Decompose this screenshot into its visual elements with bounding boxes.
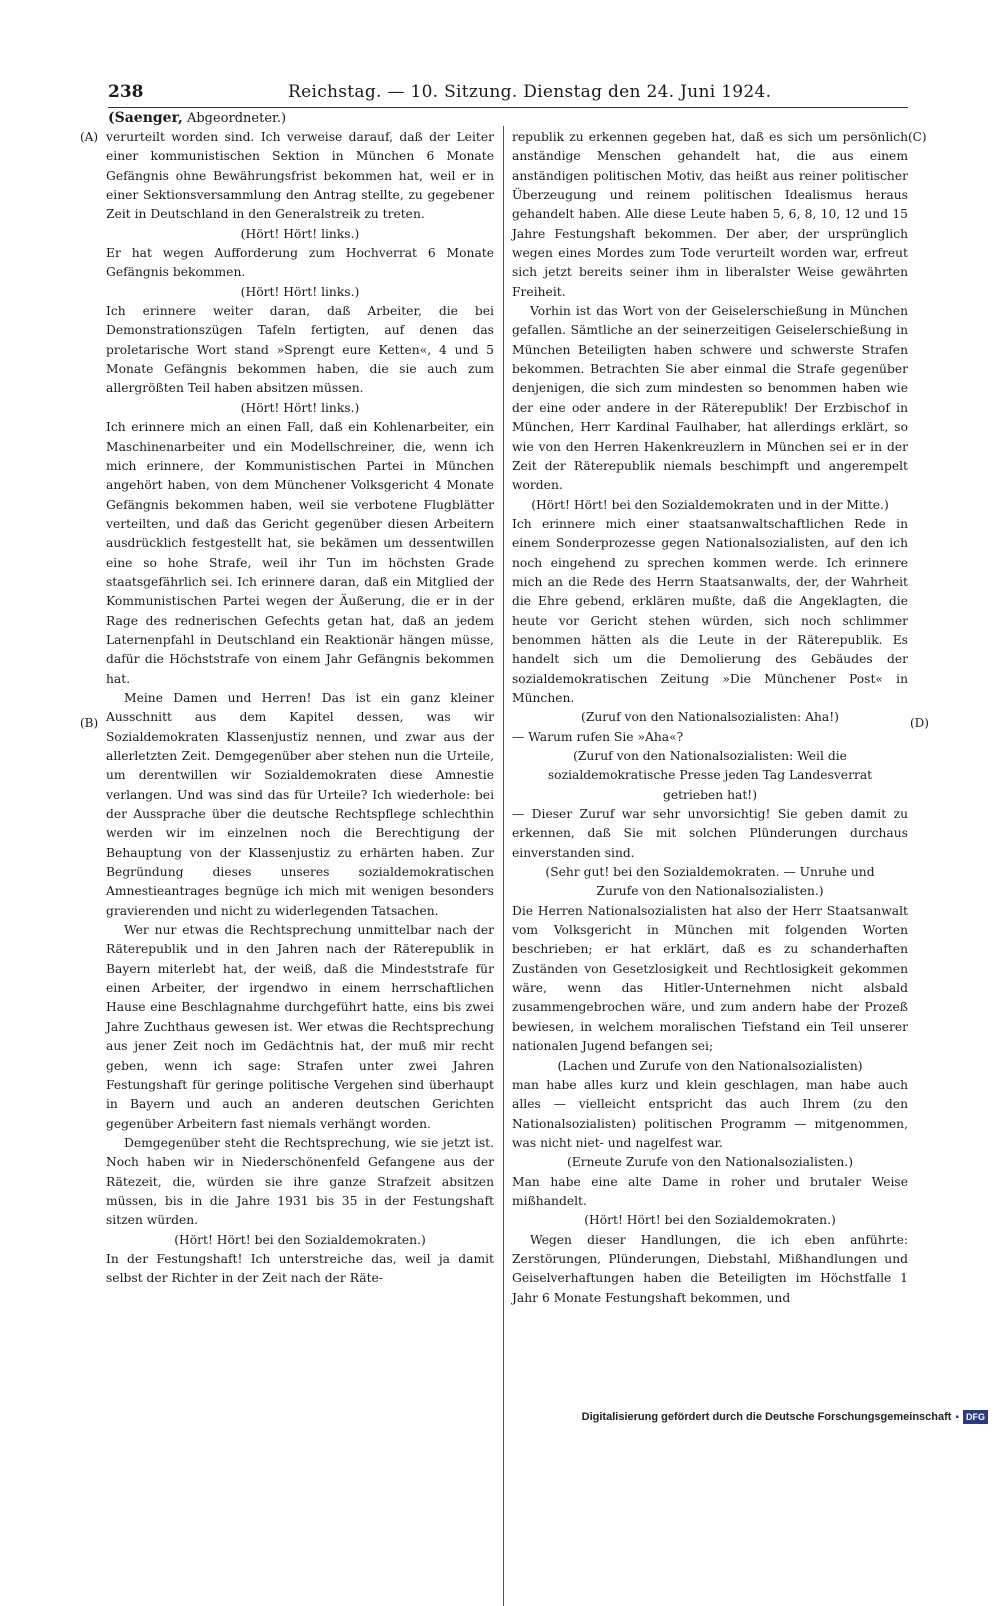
dfg-logo-icon: DFG [963,1410,988,1424]
paragraph: Wer nur etwas die Rechtsprechung unmittelbar nach der Räterepublik und in den Jahren nach der Räterepublik in Bayern miterlebt hat, der weiß, daß die Mindeststrafe für einen Arbeiter, der irgendwo in einem herrschaftlichen Hause eine Beschlagnahme durchgeführt hatte, eins bis zwei Jahre Zuchthaus gewesen ist. Wer etwas die Rechtsprechung aus jener Zeit noch im Gedächtnis hat, der muß mir recht geben, wenn ich sage: Strafen unter zwei Jahren Festungshaft für geringe politische Vergehen sind überhaupt in Bayern und auch an anderen deutschen Gerichten gegenüber Arbeitern fast niemals verhängt worden. [106,923,494,1131]
column-divider [503,126,504,1606]
interjection: (Sehr gut! bei den Sozialdemokraten. — Unruhe und Zurufe von den Nationalsozialisten.) [545,865,875,899]
interjection: (Hört! Hört! links.) [240,226,360,241]
interjection: (Hört! Hört! bei den Sozialdemokraten und in der Mitte.) [531,497,889,512]
paragraph: In der Festungshaft! Ich unterstreiche das, weil ja damit selbst der Richter in der Zeit nach der Räte- [106,1251,494,1286]
header-rule [108,107,908,108]
interjection: (Hört! Hört! links.) [240,400,360,415]
speaker-role: Abgeordneter.) [186,111,287,126]
margin-mark-b: (B) [80,716,99,730]
paragraph: Ich erinnere mich an einen Fall, daß ein Kohlenarbeiter, ein Maschinenarbeiter und ein Modellschreiner, die, wenn ich mich erinnere, der Kommunistischen Partei in München angehört haben, von dem Münchener Volksgericht 4 Monate Gefängnis bekommen haben, weil sie verbotene Flugblätter verteilten, und daß das Gericht gegenüber diesen Arbeitern ausdrücklich festgestellt hat, sie bekämen um dessentwillen eine so hohe Strafe, weil ihr Tun im höchsten Grade staatsgefährlich sei. Ich erinnere daran, daß ein Mitglied der Kommunistischen Partei wegen der Äußerung, die er in der Rage des rednerischen Gefechts getan hat, daß an jedem Laternenpfahl in Deutschland ein Reaktionär hängen müsse, dafür die Höchststrafe von einem Jahr Gefängnis bekommen hat. [106,420,494,686]
paragraph: Ich erinnere mich einer staatsanwaltschaftlichen Rede in einem Sonderprozesse gegen Nationalsozialisten, auf den ich noch eingehend zu sprechen kommen werde. Ich erinnere mich an die Rede des Herrn Staatsanwalts, der, der Wahrheit die Ehre gebend, erklären mußte, daß die Angeklagten, die heute vor Gericht stehen würden, sich noch schlimmer benommen hätten als die Leute in der Räterepublik. Es handelt sich um die Demolierung des Gebäudes der sozialdemokratischen Zeitung »Die Münchener Post« in München. [512,516,908,705]
paragraph: Meine Damen und Herren! Das ist ein ganz kleiner Ausschnitt aus dem Kapitel dessen, was wir Sozialdemokraten Klassenjustiz nennen, und zwar aus der allerletzten Zeit. Demgegenüber aber stehen nun die Urteile, um derentwillen wir Sozialdemokraten diese Amnestie verlangen. Und was sind das für Urteile? Ich wiederhole: bei der Aussprache über die deutsche Rechtspflege schlechthin werden wir im einzelnen noch die Berechtigung der Behauptung von der Klassenjustiz zu erhärten haben. Zur Begründung dieses unseres sozialdemokratischen Amnestieantrages begnüge ich mich mit wenigen besonders gravierenden und nicht zu widerlegenden Tatsachen. [106,690,494,918]
interjection: (Hört! Hört! bei den Sozialdemokraten.) [174,1232,426,1247]
margin-mark-a: (A) [80,130,99,144]
bullet-icon: ▪ [955,1411,959,1423]
margin-mark-d: (D) [910,716,929,730]
paragraph: Wegen dieser Handlungen, die ich eben anführte: Zerstörungen, Plünderungen, Diebstahl, Mißhandlungen und Geiselverhaftungen haben die Beteiligten im Höchstfalle 1 Jahr 6 Monate Festungshaft bekommen, und [512,1232,908,1305]
speaker-line [108,110,286,126]
paragraph: republik zu erkennen gegeben hat, daß es sich um persönlich anständige Menschen gehandelt hat, die aus einem anständigen politischen Motiv, das heißt aus reiner politischer Überzeugung und reinem politischen Idealismus heraus gehandelt haben. Alle diese Leute haben 5, 6, 8, 10, 12 und 15 Jahre Festungshaft bekommen. Der aber, der ursprünglich wegen eines Mordes zum Tode verurteilt worden war, erfreut sich jetzt bereits seiner ihm in liberalster Weise gewährten Freiheit. [512,130,908,299]
page-header [108,82,908,108]
footer-text: Digitalisierung gefördert durch die Deutsche Forschungsgemeinschaft [581,1411,952,1423]
interjection: (Erneute Zurufe von den Nationalsozialisten.) [566,1155,854,1170]
paragraph: verurteilt worden sind. Ich verweise darauf, daß der Leiter einer kommunistischen Sektion in München 6 Monate Gefängnis ohne Bewährungsfrist bekommen hat, weil er in einer Sektionsversammlung den Antrag stellte, zu gegebener Zeit in Deutschland in den Generalstreik zu treten. [106,130,494,222]
paragraph: Er hat wegen Aufforderung zum Hochverrat 6 Monate Gefängnis bekommen. [106,246,494,280]
running-title: Reichstag. — 10. Sitzung. Dienstag den 24. Juni 1924. [288,82,772,102]
paragraph: Vorhin ist das Wort von der Geiselerschießung in München gefallen. Sämtliche an der seinerzeitigen Geiselerschießung in München Beteiligten haben schwere und schwerste Strafen bekommen. Betrachten Sie aber einmal die Strafe gegenüber denjenigen, die sich zum mindesten so benommen haben wie der eine oder andere in der Räterepublik! Der Erzbischof in München, Herr Kardinal Faulhaber, hat allerdings erklärt, so wie von den Herren Hakenkreuzlern in München sei er in der Zeit der Räterepublik niemals beschimpft und angerempelt worden. [512,304,908,493]
paragraph: Die Herren Nationalsozialisten hat also der Herr Staatsanwalt vom Volksgericht in München mit folgenden Worten beschrieben; er hat erklärt, daß es zu schanderhaften Zuständen von Gesetzlosigkeit und Rechtlosigkeit gekommen wäre, wenn das Hitler-Unternehmen nicht alsbald zusammengebrochen wäre, und zum andern habe der Prozeß bewiesen, in welchem moralischen Tiefstand ein Teil unserer nationalen Jugend befangen sei; [512,903,908,1054]
paragraph: man habe alles kurz und klein geschlagen, man habe auch alles — vielleicht entspricht das auch Ihrem (zu den Nationalsozialisten) politischen Programm — mitgenommen, was nicht niet- und nagelfest war. [512,1077,908,1150]
interjection: (Zuruf von den Nationalsozialisten: Weil die sozialdemokratische Presse jeden Tag Landesverrat getrieben hat!) [547,749,873,802]
right-column [512,128,908,1308]
margin-mark-c: (C) [908,130,927,144]
page-number: 238 [108,82,144,102]
paragraph: Man habe eine alte Dame in roher und brutaler Weise mißhandelt. [512,1174,908,1208]
interjection: (Hört! Hört! links.) [240,284,360,299]
paragraph: Ich erinnere weiter daran, daß Arbeiter, die bei Demonstrationszügen Tafeln fertigten, auf denen das proletarische Wort stand »Sprengt eure Ketten«, 4 und 5 Monate Gefängnis bekommen haben, die sie auch zum allergrößten Teil haben absitzen müssen. [106,304,494,396]
paragraph: — Warum rufen Sie »Aha«? [512,729,684,744]
footer [582,1410,988,1424]
paragraph: Demgegenüber steht die Rechtsprechung, wie sie jetzt ist. Noch haben wir in Niederschönenfeld Gefangene aus der Rätezeit, die, würden sie ihre ganze Strafzeit absitzen müssen, bis in die Jahre 1931 bis 35 in der Festungshaft sitzen würden. [106,1135,494,1228]
left-column [106,128,494,1289]
speaker-name: (Saenger, [108,110,183,126]
interjection: (Hört! Hört! bei den Sozialdemokraten.) [584,1213,836,1228]
interjection: (Lachen und Zurufe von den Nationalsozialisten) [557,1058,863,1073]
paragraph: — Dieser Zuruf war sehr unvorsichtig! Sie geben damit zu erkennen, daß Sie mit solchen Plünderungen durchaus einverstanden sind. [512,807,908,860]
interjection: (Zuruf von den Nationalsozialisten: Aha!) [581,710,839,725]
